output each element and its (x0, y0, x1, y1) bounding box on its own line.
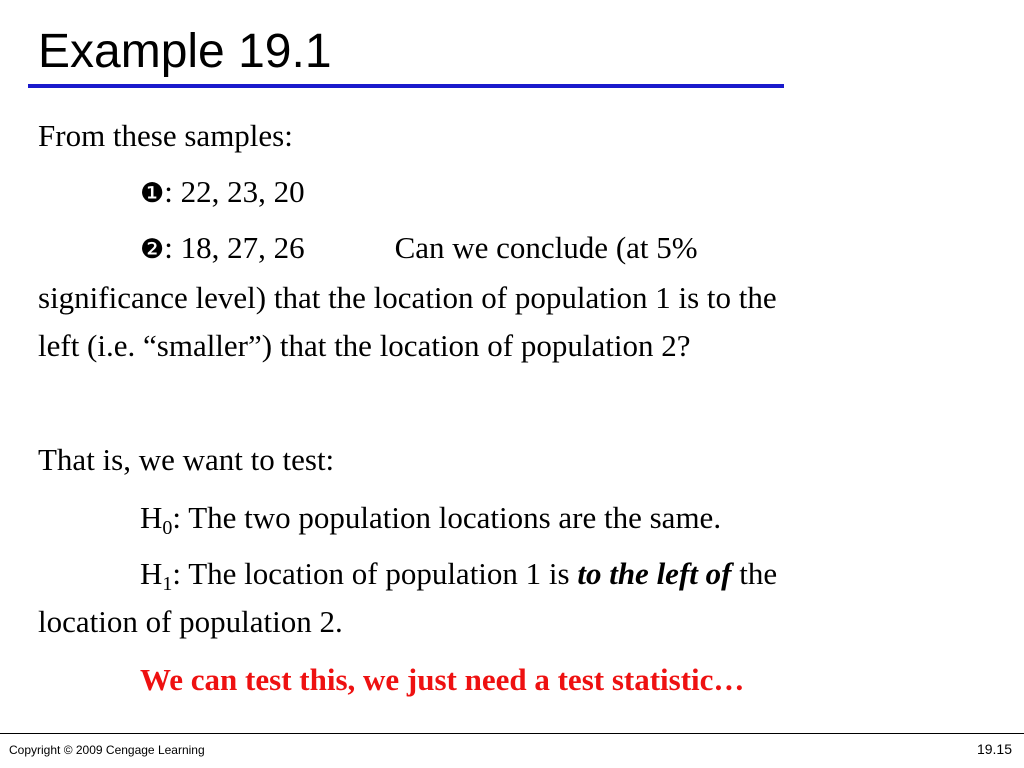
sample-1-values: : 22, 23, 20 (164, 174, 305, 209)
h0-subscript: 0 (162, 517, 173, 539)
sample-2-values: : 18, 27, 26 (164, 230, 305, 265)
h1-emphasis: to the left of (577, 556, 732, 591)
h1-line-2: location of population 2. (38, 604, 343, 639)
question-start: Can we conclude (at 5% (394, 230, 698, 265)
copyright-notice: Copyright © 2009 Cengage Learning (9, 743, 205, 757)
h1-subscript: 1 (162, 573, 173, 595)
h0-symbol: H (140, 500, 163, 535)
intro-text: From these samples: (38, 118, 293, 153)
title-underline (28, 84, 784, 88)
h1-text-before: : The location of population 1 is (172, 556, 578, 591)
test-intro: That is, we want to test: (38, 442, 335, 477)
h1-symbol: H (140, 556, 163, 591)
h0-text: : The two population locations are the same. (172, 500, 722, 535)
sample-1-line (38, 168, 1024, 218)
conclusion-text: We can test this, we just need a test statistic… (140, 662, 745, 697)
question-line-3: left (i.e. “smaller”) that the location of population 2? (38, 328, 691, 363)
circled-one-icon: ❶ (140, 178, 165, 209)
circled-two-icon: ❷ (140, 234, 165, 265)
sample-2-line (38, 224, 1024, 274)
h1-text-after: the (731, 556, 778, 591)
null-hypothesis (38, 494, 1024, 552)
slide-title: Example 19.1 (38, 25, 332, 78)
page-number: 19.15 (976, 741, 1012, 757)
question-line-2: significance level) that the location of population 1 is to the (38, 280, 777, 315)
footer-divider (0, 733, 1024, 734)
